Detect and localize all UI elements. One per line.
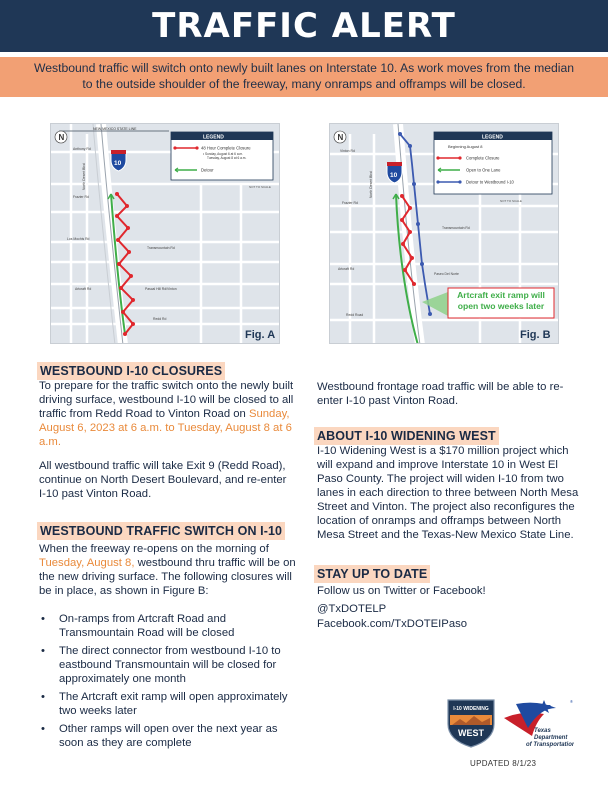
callout-text: Artcraft exit ramp will open two weeks later bbox=[457, 290, 545, 311]
street-redd: Redd Rd bbox=[153, 317, 167, 321]
svg-text:10: 10 bbox=[114, 160, 122, 167]
svg-text:of Transportation: of Transportation bbox=[526, 742, 574, 748]
svg-text:Beginning August 8: Beginning August 8 bbox=[448, 144, 483, 149]
switch-title: WESTBOUND TRAFFIC SWITCH ON I-10 bbox=[37, 522, 285, 540]
street-redd: Redd Road bbox=[346, 313, 364, 317]
svg-text:N: N bbox=[58, 133, 65, 142]
svg-text:Open to One Lane: Open to One Lane bbox=[466, 167, 501, 173]
svg-text:Detour to Westbound I-10: Detour to Westbound I-10 bbox=[466, 179, 514, 185]
svg-text:®: ® bbox=[570, 699, 573, 704]
legend-title: LEGEND bbox=[482, 134, 503, 141]
updated-date: UPDATED 8/1/23 bbox=[470, 759, 537, 768]
list-item: • The direct connector from westbound I-10 to eastbound Transmountain will be closed for approximately one month bbox=[39, 644, 291, 686]
stay-title: STAY UP TO DATE bbox=[314, 565, 430, 583]
svg-text:Complete Closure: Complete Closure bbox=[466, 155, 500, 161]
closure-bullet-list bbox=[39, 612, 291, 754]
street-vinton: Vinton Rd bbox=[340, 149, 355, 153]
svg-text:N: N bbox=[337, 133, 344, 142]
list-item: • The Artcraft exit ramp will open approximately two weeks later bbox=[39, 690, 291, 718]
stay-follow-line: Follow us on Twitter or Facebook! bbox=[317, 585, 486, 597]
closures-paragraph-2: All westbound traffic will take Exit 9 (Redd Road), continue on North Desert Boulevard, and re-enter I-10 past Vinton Road. bbox=[39, 460, 287, 500]
street-artcraft: Artcraft Rd bbox=[338, 267, 355, 271]
intro-text: Westbound traffic will switch onto newly built lanes on Interstate 10. As work moves from the median to the outside shoulder of the freeway, many onramps and offramps will be closed. bbox=[33, 61, 575, 91]
list-item: • On-ramps from Artcraft Road and Transmountain Road will be closed bbox=[39, 612, 291, 640]
street-north-desert: North Desert Blvd bbox=[369, 171, 373, 198]
legend-box bbox=[434, 132, 552, 194]
street-transmountain: Transmountain Rd bbox=[442, 226, 470, 230]
closures-title: WESTBOUND I-10 CLOSURES bbox=[37, 362, 225, 380]
about-title: ABOUT I-10 WIDENING WEST bbox=[314, 427, 499, 445]
svg-text:• Sunday, August 6 at 6 a.m.: • Sunday, August 6 at 6 a.m. bbox=[203, 152, 244, 156]
i10-widening-west-logo bbox=[444, 698, 498, 748]
street-pascal-hill: Pascal Hill Rd/Vinton bbox=[145, 287, 177, 291]
badge-main-text: WEST bbox=[458, 728, 484, 738]
switch-date: Tuesday, August 8, bbox=[39, 557, 135, 569]
switch-paragraph: When the freeway re-opens on the morning of Tuesday, August 8, westbound thru traffic will be on the new driving surface. The following closures will be in place, as shown in Figure B: bbox=[39, 543, 296, 597]
frontage-paragraph: Westbound frontage road traffic will be able to re-enter I-10 past Vinton Road. bbox=[317, 381, 564, 407]
twitter-link[interactable]: @TxDOTELP bbox=[317, 603, 387, 615]
figure-a-label: Fig. A bbox=[245, 329, 276, 341]
txdot-logo bbox=[500, 694, 574, 752]
street-state-line: NEW MEXICO STATE LINE bbox=[93, 127, 137, 131]
facebook-link[interactable]: Facebook.com/TxDOTEIPaso bbox=[317, 618, 468, 630]
figure-a-map bbox=[50, 123, 280, 344]
legend-title: LEGEND bbox=[203, 134, 224, 141]
street-anthony: Anthony Rd bbox=[73, 147, 91, 151]
closure-dates: Sunday, August 6, 2023 at 6 a.m. to Tuesday, August 8 at 6 a.m. bbox=[39, 408, 292, 448]
figure-b-label: Fig. B bbox=[520, 329, 551, 341]
figure-b-map bbox=[329, 123, 559, 344]
street-transmountain: Transmountain Rd bbox=[147, 246, 175, 250]
street-north-desert: North Desert Blvd bbox=[82, 163, 86, 190]
street-los-mochis: Los Mochis Rd bbox=[67, 237, 90, 241]
about-paragraph: I-10 Widening West is a $170 million project which will expand and improve Interstate 10 in West El Paso County. The project will widen I-10 from two lanes in each direction to three between North Mesa Street and Vinton. The project also reconfigures the location of onramps and offramps between North Mesa Street and the Texas-New Mexico State Line. bbox=[317, 445, 579, 541]
intro-banner bbox=[0, 57, 608, 97]
svg-text:NOT TO SCALE: NOT TO SCALE bbox=[249, 185, 271, 189]
street-frazier: Frazier Rd bbox=[342, 201, 358, 205]
svg-text:Tuesday, August 8 at 6 a.m.: Tuesday, August 8 at 6 a.m. bbox=[207, 156, 247, 160]
badge-top-text: I-10 WIDENING bbox=[453, 706, 489, 712]
closures-paragraph-1: To prepare for the traffic switch onto the newly built driving surface, westbound I-10 will be closed to all traffic from Redd Road to Vinton Road on Sunday, August 6, 2023 at 6 a.m. to Tuesday, August 8 at 6 a.m. bbox=[39, 380, 294, 448]
svg-text:10: 10 bbox=[390, 172, 398, 179]
svg-text:NOT TO SCALE: NOT TO SCALE bbox=[500, 199, 522, 203]
header-bar bbox=[0, 0, 608, 52]
street-paseo-del-norte: Paseo Del Norte bbox=[434, 272, 459, 276]
street-frazier: Frazier Rd bbox=[73, 195, 89, 199]
svg-text:Texas: Texas bbox=[534, 728, 551, 734]
svg-text:48 Hour Complete Closure: 48 Hour Complete Closure bbox=[201, 145, 251, 151]
list-item: • Other ramps will open over the next year as soon as they are complete bbox=[39, 722, 291, 750]
street-artcraft: Artcraft Rd bbox=[75, 287, 92, 291]
svg-text:Department: Department bbox=[534, 735, 568, 741]
page-title: TRAFFIC ALERT bbox=[152, 6, 456, 46]
svg-text:Detour: Detour bbox=[201, 167, 214, 173]
